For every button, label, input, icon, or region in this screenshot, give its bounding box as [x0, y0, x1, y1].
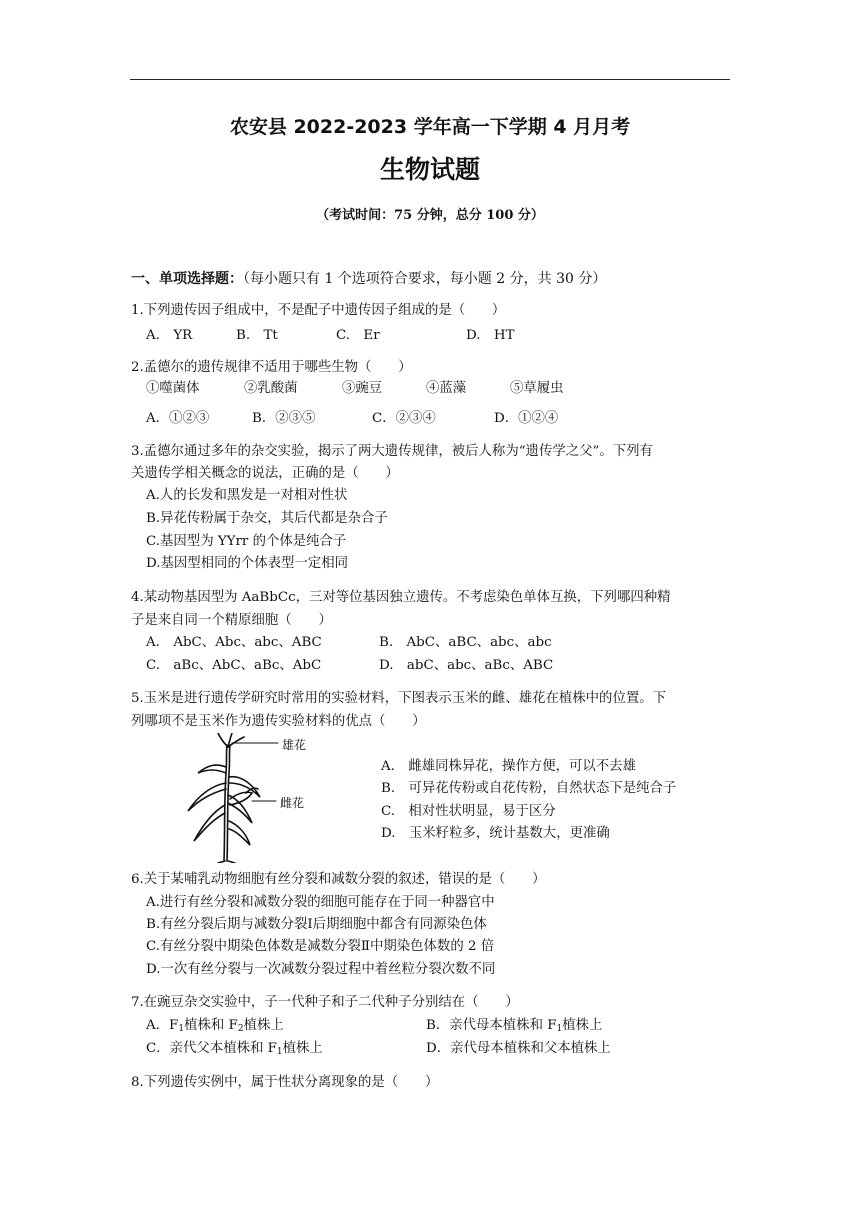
- question-6-stem: 6.关于某哺乳动物细胞有丝分裂和减数分裂的叙述，错误的是（ ）: [131, 872, 546, 887]
- question-2-item-3: ③豌豆: [342, 381, 383, 396]
- question-6-option-a: A.进行有丝分裂和减数分裂的细胞可能存在于同一种器官中: [146, 895, 495, 910]
- question-3-option-d: D.基因型相同的个体表型一定相同: [146, 556, 348, 571]
- header-rule: [130, 79, 730, 80]
- question-4-option-a: A. AbC、Abc、abc、ABC: [146, 635, 322, 650]
- section-heading: [131, 268, 606, 288]
- question-6-option-b: B.有丝分裂后期与减数分裂Ⅰ后期细胞中都含有同源染色体: [146, 917, 487, 932]
- question-6-option-c: C.有丝分裂中期染色体数是减数分裂Ⅱ中期染色体数的 2 倍: [146, 939, 495, 954]
- question-2-item-5: ⑤草履虫: [510, 381, 564, 396]
- question-2-item-1: ①噬菌体: [146, 381, 200, 396]
- question-5-stem-line-1: 5.玉米是进行遗传学研究时常用的实验材料，下图表示玉米的雌、雄花在植株中的位置。下: [131, 691, 667, 706]
- question-6-option-d: D.一次有丝分裂与一次减数分裂过程中着丝粒分裂次数不同: [146, 962, 496, 977]
- question-4-option-c: C. aBc、AbC、aBc、AbC: [146, 658, 322, 673]
- question-7-option-c: C．亲代父本植株和 $F_1$植株上: [146, 1041, 323, 1057]
- male-flower-label: 雄花: [282, 738, 307, 752]
- question-5-option-c: C. 相对性状明显，易于区分: [381, 804, 556, 819]
- question-2-option-c: C．②③④: [372, 411, 436, 426]
- question-4-stem-line-1: 4.某动物基因型为 AaBbCc，三对等位基因独立遗传。不考虑染色单体互换，下列哪四种精: [131, 590, 671, 605]
- question-4-option-d: D. abC、abc、aBc、ABC: [379, 658, 554, 673]
- question-4-stem-line-2: 子是来自同一个精原细胞（ ）: [131, 613, 332, 628]
- question-3-stem-line-2: 关遗传学相关概念的说法，正确的是（ ）: [131, 466, 399, 481]
- question-1-option-b: B. Tt: [236, 328, 278, 343]
- question-3-stem-line-1: 3.孟德尔通过多年的杂交实验，揭示了两大遗传规律，被后人称为“遗传学之父”。下列有: [131, 444, 653, 459]
- question-1-option-d: D. HT: [466, 328, 515, 343]
- exam-info: （考试时间：75 分钟，总分 100 分）: [316, 208, 544, 223]
- question-8-stem: 8.下列遗传实例中，属于性状分离现象的是（ ）: [131, 1075, 439, 1090]
- question-2-option-a: A．①②③: [146, 411, 210, 426]
- question-7-stem: 7.在豌豆杂交实验中，子一代种子和子二代种子分别结在（ ）: [131, 995, 519, 1010]
- question-1-stem: 1.下列遗传因子组成中，不是配子中遗传因子组成的是（ ）: [131, 303, 506, 318]
- question-7-option-a: A．$F_1$植株和 $F_2$植株上: [146, 1018, 284, 1034]
- question-5-option-d: D. 玉米籽粒多，统计基数大，更准确: [381, 826, 610, 841]
- subject-title: 生物试题: [379, 155, 480, 184]
- question-5-option-a: A. 雌雄同株异花，操作方便，可以不去雄: [381, 759, 636, 774]
- question-7-option-d: D．亲代母本植株和父本植株上: [426, 1041, 611, 1056]
- question-2-option-b: B．②③⑤: [252, 411, 316, 426]
- question-5-option-b: B. 可异花传粉或自花传粉，自然状态下是纯合子: [381, 781, 677, 796]
- question-7-option-b: B．亲代母本植株和 $F_1$植株上: [426, 1018, 603, 1034]
- question-3-option-a: A.人的长发和黑发是一对相对性状: [146, 488, 348, 503]
- question-3-option-b: B.异花传粉属于杂交，其后代都是杂合子: [146, 511, 388, 526]
- question-1-option-a: A. YR: [146, 328, 193, 343]
- section-heading-label: 一、单项选择题：: [131, 271, 243, 287]
- question-2-item-2: ②乳酸菌: [244, 381, 298, 396]
- section-note: （每小题只有 1 个选项符合要求，每小题 2 分，共 30 分）: [243, 271, 607, 287]
- question-2-item-4: ④蓝藻: [426, 381, 467, 396]
- question-2-option-d: D．①②④: [494, 411, 559, 426]
- question-5-stem-line-2: 列哪项不是玉米作为遗传实验材料的优点（ ）: [131, 714, 426, 729]
- exam-title: 农安县 2022-2023 学年高一下学期 4 月月考: [229, 116, 631, 138]
- question-1-option-c: C. Er: [336, 328, 380, 343]
- question-2-stem: 2.孟德尔的遗传规律不适用于哪些生物（ ）: [131, 360, 412, 375]
- female-flower-label: 雌花: [280, 796, 305, 810]
- question-3-option-c: C.基因型为 YYrr 的个体是纯合子: [146, 534, 347, 549]
- question-4-option-b: B. AbC、aBC、abc、abc: [379, 635, 552, 650]
